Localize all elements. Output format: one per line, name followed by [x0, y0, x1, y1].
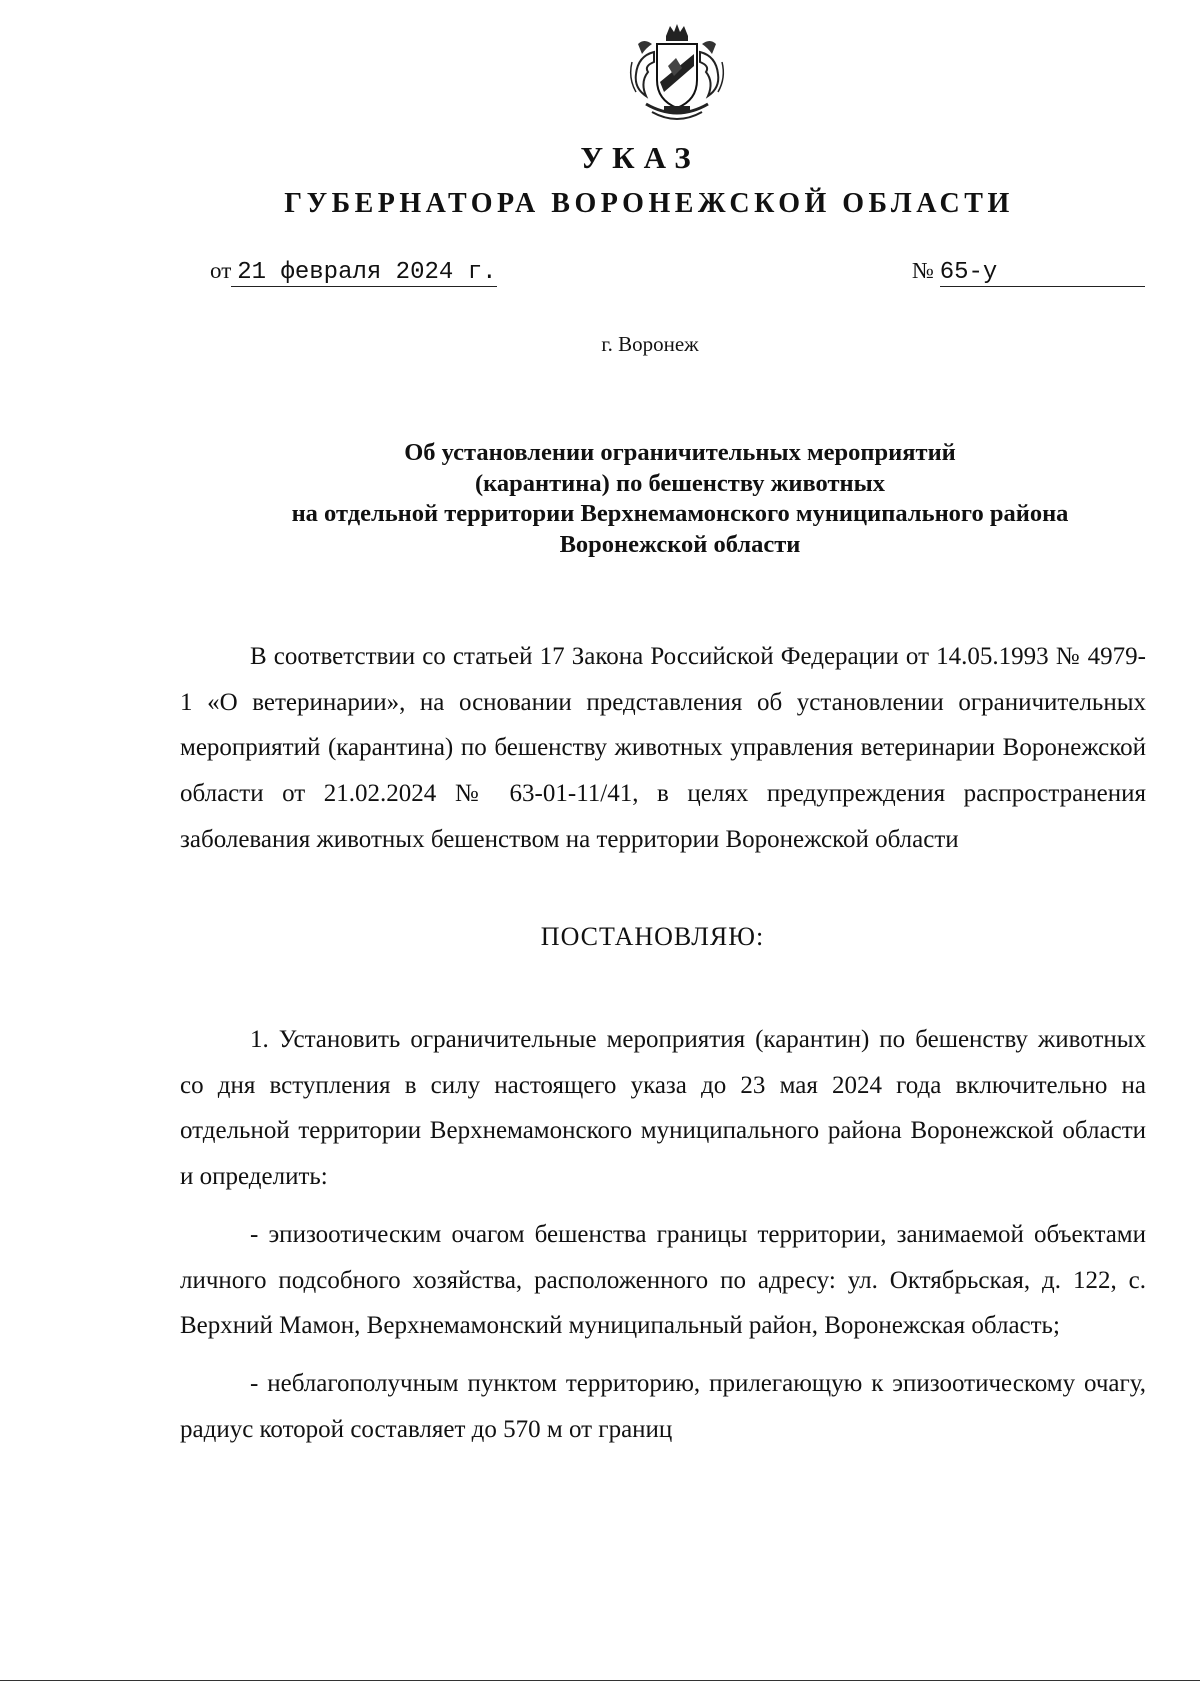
city-label: г. Воронеж [601, 332, 699, 356]
date-value [231, 259, 496, 287]
heading-line: на отдельной территории Верхнемамонского муниципального района [291, 500, 1069, 527]
decree-word: ПОСТАНОВЛЯЮ: [540, 922, 765, 951]
document-heading [180, 438, 1180, 560]
heading-line: (карантина) по бешенству животных [475, 469, 885, 497]
date-text: 21 февраля 2024 [237, 259, 454, 286]
bottom-divider [0, 1680, 1200, 1681]
preamble-paragraph: В соответствии со статьей 17 Закона Российской Федерации от 14.05.1993 № 4979-1 «О ветеринарии», на основании представления об установлении ограничительных мероприятий (карантина) по бешенству животных управления ветеринарии Воронежской области от 21.02.2024 № 63-01-11/41, в целях предупреждения распространения заболевания животных бешенством на территории Воронежской области [180, 643, 1146, 853]
date-suffix: г. [467, 259, 497, 286]
document-title: УКАЗ [580, 140, 700, 175]
date-prefix: от [210, 258, 232, 283]
items-block [180, 1017, 1146, 1452]
document-subtitle: ГУБЕРНАТОРА ВОРОНЕЖСКОЙ ОБЛАСТИ [284, 188, 1014, 219]
dash-item-paragraph: - неблагополучным пунктом территорию, прилегающую к эпизоотическому очагу, радиус которой составляет до 570 м от границ [180, 1369, 1146, 1443]
number-prefix: № [912, 258, 934, 283]
date-line [210, 258, 497, 287]
number-line [912, 258, 1145, 287]
dash-item-paragraph: - эпизоотическим очагом бешенства границы территории, занимаемой объектами личного подсобного хозяйства, расположенного по адресу: ул. Октябрьская, д. 122, с. Верхний Мамон, Верхнемамонский муниципальный район, Воронежская область; [180, 1220, 1146, 1340]
heading-line: Воронежской области [559, 530, 801, 558]
heading-line: Об установлении ограничительных мероприятий [404, 439, 956, 466]
item-1-paragraph: 1. Установить ограничительные мероприятия (карантин) по бешенству животных со дня вступления в силу настоящего указа до 23 мая 2024 года включительно на отдельной территории Верхнемамонского муниципального района Воронежской области и определить: [180, 1026, 1146, 1191]
coat-of-arms-icon [624, 22, 730, 126]
preamble-block [180, 634, 1146, 863]
number-value: 65-у [940, 259, 1145, 287]
